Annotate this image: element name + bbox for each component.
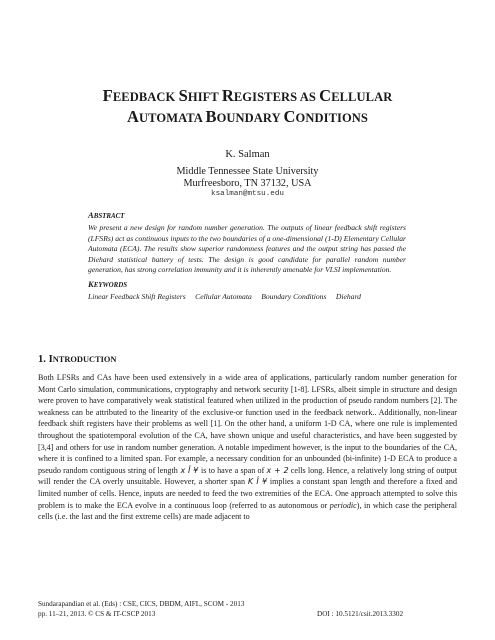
title-line-1: FEEDBACK SHIFT REGISTERS AS CELLULAR [102, 86, 393, 105]
keywords-heading: KEYWORDS [88, 279, 128, 289]
keywords-list: Linear Feedback Shift Registers Cellular Automata Boundary Conditions Diehard [88, 292, 361, 301]
footer-doi: DOI : 10.5121/csit.2013.3302 [317, 610, 404, 618]
author-email: ksalman@mtsu.edu [211, 190, 284, 198]
affiliation-university: Middle Tennessee State University [176, 166, 319, 177]
affiliation-address: Murfreesboro, TN 37132, USA [183, 178, 312, 189]
abstract-heading: ABSTRACT [88, 210, 125, 220]
paper-title [40, 86, 455, 128]
footer-proceedings: Sundarapandian et al. (Eds) : CSE, CICS, DBDM, AIFL, SCOM - 2013 [38, 600, 245, 608]
introduction-heading: 1. INTRODUCTION [38, 354, 117, 365]
title-line-2: AUTOMATA BOUNDARY CONDITIONS [127, 107, 368, 126]
math-x-plus-2: x + 2 [266, 465, 289, 475]
introduction-paragraph: Both LFSRs and CAs have been used extensively in a wide area of applications, particularly random number generation for Mont Carlo simulation, communications, cryptography and network security [1-8]. LFSRs, albeit simple in structure and design were proven to have comparatively weak statistical featured when utilized in the production of pseudo random numbers [2]. The weakness can be attributed to the linearity of the exclusive-or function used in the feedback network.. Additionally, non-linear feedback shift registers have their problems as well [1]. On the other hand, a uniform 1-D CA, where one rule is implemented throughout the spatiotemporal evolution of the CA, have shown unique and useful characteristics, and have been suggested by [3,4] and others for use in random number generation. A notable impediment however, is the input to the boundaries of the CA, where it is confined to a limited span. For example, a necessary condition for an unbounded (bi-infinite) 1-D ECA to produce a pseudo random contiguous string of length x Î ¥ is to have a span of x + 2 cells long. Hence, a relatively long string of output will render the CA overly unsuitable. However, a shorter span K Î ¥ implies a constant span length and therefore a fixed and limited number of cells. Hence, inputs are needed to feed the two extremities of the ECA. One approach attempted to solve this problem is to make the ECA evolve in a continuous loop (referred to as autonomous or periodic), in which case the peripheral cells (i.e. the last and the first extreme cells) are made adjacent to [38, 373, 457, 522]
author-name: K. Salman [225, 149, 270, 160]
math-x-in-n: x Î ¥ [177, 465, 201, 475]
footer-pages: pp. 11–21, 2013. © CS & IT-CSCP 2013 [38, 610, 156, 618]
introduction-body [38, 372, 457, 523]
math-k-in-n: K Î ¥ [247, 477, 268, 487]
affiliation [0, 166, 495, 190]
abstract-text: We present a new design for random number generation. The outputs of linear feedback shift registers (LFSRs) act as continuous inputs to the two boundaries of a one-dimensional (1-D) Elementary Cellular Automata (ECA). The results show superior randomness features and the output string has passed the Diehard statistical battery of tests. The design is good candidate for parallel random number generation, has strong correlation immunity and it is inherently amenable for VLSI implementation. [88, 223, 406, 275]
